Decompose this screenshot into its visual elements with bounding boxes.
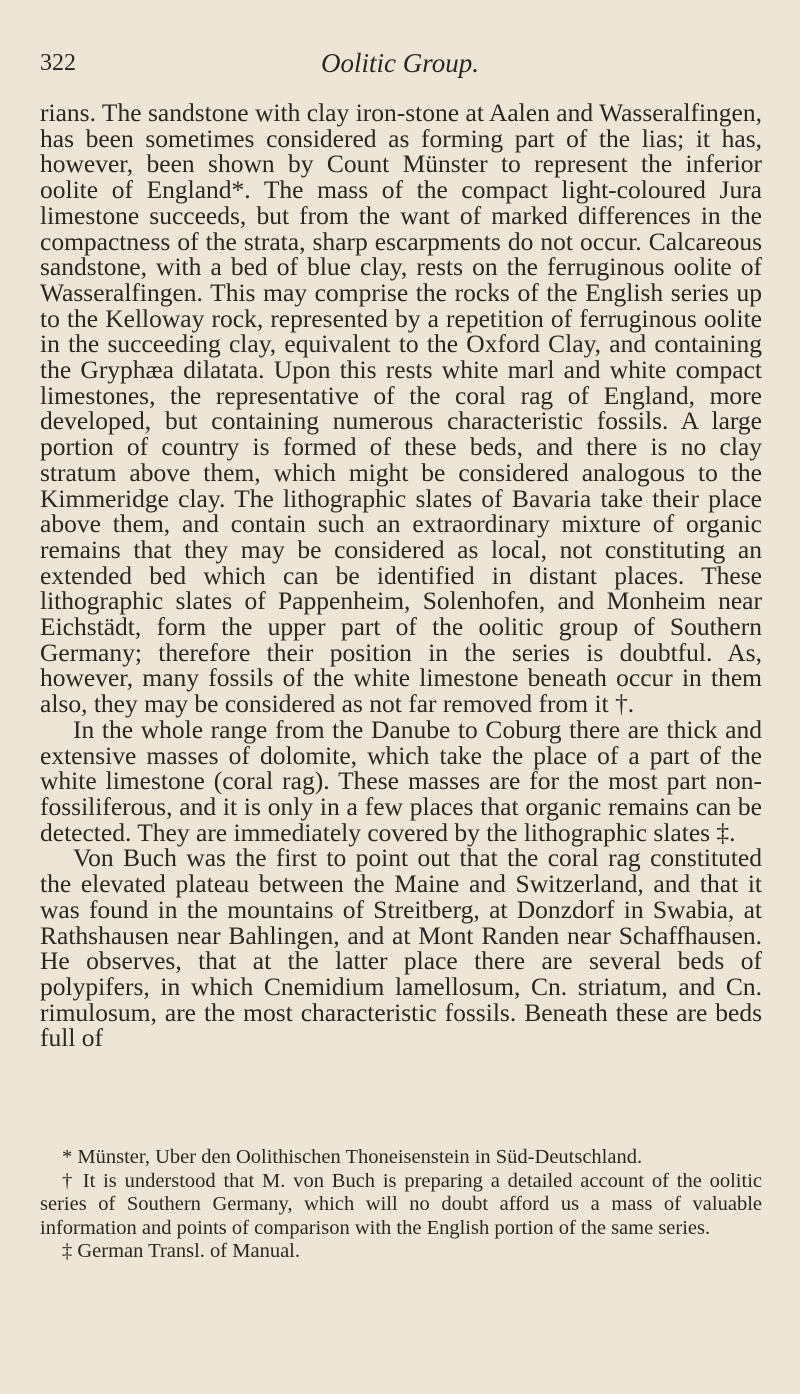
footnote: * Münster, Uber den Oolithischen Thoneisenstein in Süd-Deutschland. — [62, 1146, 643, 1168]
running-title: Oolitic Group. — [321, 48, 479, 78]
footnotes — [40, 1146, 762, 1264]
page-number: 322 — [40, 50, 76, 76]
paragraph: rians. The sandstone with clay iron-stone at Aalen and Wasseralfingen, has been sometimes considered as forming part of the lias; it has, however, been shown by Count Münster to represent the inferior oolite of England*. The mass of the compact light-coloured Jura limestone succeeds, but from the want of marked differences in the compactness of the strata, sharp escarpments do not occur. Calcareous sandstone, with a bed of blue clay, rests on the ferruginous oolite of Wasseralfingen. This may comprise the rocks of the English series up to the Kelloway rock, represented by a repetition of ferruginous oolite in the succeeding clay, equivalent to the Oxford Clay, and containing the Gryphæa dilatata. Upon this rests white marl and white compact limestones, the representative of the coral rag of England, more developed, but containing numerous characteristic fossils. A large portion of country is formed of these beds, and there is no clay stratum above them, which might be considered analogous to the Kimmeridge clay. The lithographic slates of Bavaria take their place above them, and contain such an extraordinary mixture of organic remains that they may be considered as local, not constituting an extended bed which can be identified in distant places. These lithographic slates of Pappenheim, Solenhofen, and Monheim near Eichstädt, form the upper part of the oolitic group of Southern Germany; therefore their position in the series is doubtful. As, however, many fossils of the white limestone beneath occur in them also, they may be considered as not far removed from it †. — [40, 98, 762, 719]
page-header — [40, 50, 760, 84]
footnote: † It is understood that M. von Buch is preparing a detailed account of the oolitic series of Southern Germany, which will no doubt afford us a mass of valuable information and points of comparison with the English portion of the same series. — [40, 1169, 762, 1239]
footnote: ‡ German Transl. of Manual. — [62, 1240, 301, 1262]
body-text — [40, 100, 762, 1051]
paragraph: Von Buch was the first to point out that the coral rag constituted the elevated plateau between the Maine and Switzerland, and that it was found in the mountains of Streitberg, at Donzdorf in Swabia, at Rathshausen near Bahlingen, and at Mont Randen near Schaffhausen. He observes, that at the latter place there are several beds of polypifers, in which Cnemidium lamellosum, Cn. striatum, and Cn. rimulosum, are the most characteristic fossils. Beneath these are beds full of — [40, 843, 762, 1053]
paragraph: In the whole range from the Danube to Coburg there are thick and extensive masses of dolomite, which take the place of a part of the white limestone (coral rag). These masses are for the most part non-fossiliferous, and it is only in a few places that organic remains can be detected. They are immediately covered by the lithographic slates ‡. — [40, 714, 762, 847]
